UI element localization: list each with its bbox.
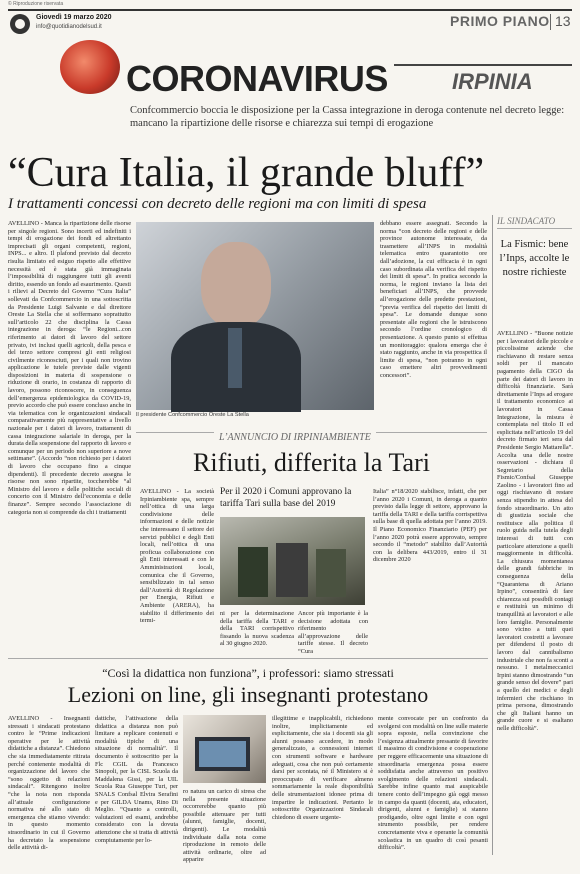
sidebar-headline: La Fismic: bene l’Inps, accolte le nostre richieste <box>499 239 570 278</box>
lezioni-col2: dattiche, l’attivazione della didattica a distanza non può limitare a replicare contenuti e modalità tipiche di una situazione di normalità”. Il documento è sottoscritto per la Flc CGIL da Francesco Sinopoli, per la CISL Scuola da Maddalena Gissi, per la UIL Scuola Rua Giuseppe Turi, per SNALS Confsal Elvira Serafini e per GILDA Unams, Rino Di Meglio. “Quanto a controlli, valutazioni ed esami, andrebbe considerato con la dovuta attenzione che si tratta di attività compiutamente per lo- <box>95 715 178 844</box>
lezioni-headline: Lezioni on line, gli insegnanti protestano <box>67 682 429 707</box>
lezioni-col5: mente convocate per un confronto da svolgersi con modalità on line sulle materie sopra esposte, nella convinzione che l’esigenza attualmente pressante di favorire il massimo di condivisione e cooperazione per reggere efficacemente una situazione di straordinaria emergenza possa essere soddisfatta anche attraverso un positivo svolgimento delle relazioni sindacali. Sarebbe infine quanto mai auspicabile tenere conto dell’impegno già oggi messo in campo da quanti (docenti, ata, educatori, dirigenti, alunni e famiglie) si stanno prodigando, oltre ogni limite e con ogni strumento possibile, per rendere concretamente viva e operante la comunità scolastica in un quadro di così pesanti difficoltà”. <box>378 715 488 852</box>
logo-q-icon <box>10 14 30 34</box>
virus-image <box>60 40 120 94</box>
rifiuti-bins-photo <box>220 517 365 605</box>
rifiuti-tag: L’ANNUNCIO DI IRPINIAMBIENTE <box>214 432 376 443</box>
region-label: IRPINIA <box>448 69 533 95</box>
copyright-note: © Riproduzione riservata <box>8 1 64 7</box>
main-subhead: I trattamenti concessi con decreto delle regioni ma con limiti di spesa <box>8 196 427 212</box>
masthead-rule <box>8 9 572 11</box>
main-article-col1: AVELLINO - Manca la ripartizione delle risorse per singole regioni. Sono incerti ed indefiniti i tempi di erogazione dei fondi ed altrettanto imprecisati gli organi competenti, regioni, INPS... e altro. Il plafond previsto dal decreto risulta limitato ed esiguo rispetto alle effettive necessità ed è stata già immaginata l’impossibilità di raggiungere tutti gli aventi diritto, essendo un fondo ad esaurimento. Questi i rilievi al Decreto del Governo “Cura Italia” sollevati da Confcommercio in una sottoscritta da Presidente Luigi Salvante e dal direttore Oreste La Stella che si soffermano soprattutto sull’articolo 22 che disciplina la Cassa integrazione in deroga: “le Regioni...con riferimento ai datori di lavoro del settore privato, ivi inclusi quelli agricoli, della pesca e del terzo settore compresi gli enti religiosi civilmente riconosciuti, per i quali non trovino applicazione le tutele previste dalle vigenti disposizioni in materia di sospensione o riduzione di orario, in costanza di rapporto di lavoro, possono riconoscere, in conseguenza dell’emergenza epidemiologica da COVID-19, previo accordo che può essere concluso anche in via telematica con le organizzazioni sindacali comparativamente più rappresentative a livello nazionale per i datori di lavoro, trattamenti di cassa integrazione salariale in deroga, per la durata della sospensione del rapporto di lavoro e comunque per un periodo non superiore a nove settimane”. (Accordo “non richiesto per i datori di lavoro che occupano fino a cinque dipendenti). Il precedente decreto assegna le risorse non sono ripartite, toccherebbe “al Ministro del lavoro e delle politiche sociali di concerto con il Ministro dell’economia e delle finanze”. Sempre secondo l’associazione di categoria non si comprende da chi i trattamenti <box>8 220 131 516</box>
lezioni-col4: illegittime e inapplicabili, richiedono inoltre, implicitamente ed esplicitamente, che sia i docenti sia gli alunni possano accedere, in modo generalizzato, a connessioni internet con strumenti software e hardware adeguati, cosa che non può certamente darsi per scontata, né il Ministero si è preoccupato di verificare almeno sommariamente la reale disponibilità delle strumentazioni idonee prima di impartire le indicazioni. Pertanto le sottoscritte Organizzazioni Sindacali chiedono di essere urgente- <box>272 715 373 821</box>
rifiuti-deck: Per il 2020 i Comuni approvano la tariffa Tari sulla base del 2019 <box>220 487 352 509</box>
portrait-photo <box>136 222 374 410</box>
sidebar-tag-rule <box>497 228 572 229</box>
rifiuti-col3: Ancor più importante è la decisione adottata con riferimento all’approvazione delle tariffe stesse. Il decreto “Cura <box>298 610 368 655</box>
teacher-laptop-photo <box>183 715 266 783</box>
main-article-col3: debbano essere assegnati. Secondo la norma “con decreto delle regioni e delle province autonome interessate, da trasmettere all’INPS in modalità telematica entro quarantotto ore dall’adozione, la cui efficacia è in ogni caso subordinata alla verifica del rispetto dei limiti di spesa”. In pratica secondo la norma, le regioni inviano la lista dei beneficiari all’INPS, che provvede all’erogazione delle predette prestazioni, “previa verifica del rispetto dei limiti di spesa”. Le domande dunque sono presentate alle regioni che le istruiscono secondo l’ordine cronologico di presentazione. A questo punto si effettua un monitoraggio: qualora emerga che è stato raggiunto, anche in via prospettica il limite di spesa, “non potranno in ogni caso emettere altri provvedimenti concessori”. <box>380 220 487 379</box>
lezioni-col3: ro natura un carico di stress che nella presente situazione occorrerebbe quanto più possibile attenuare per tutti (alunni, famiglie, docenti, dirigenti). Le modalità individuate dalla nota come riproduzione in remoto delle attività ordinarie, oltre ad apparire <box>183 788 266 864</box>
sidebar-body: AVELLINO - “Buone notizie per i lavoratori delle piccole e piccolissime aziende che rischiavano di restare senza soldi per il mancato pagamento della CIGO da parte dei datori di lavoro in difficoltà finanziarie. Sarà direttamente l’Inps ad erogare il trattamento economico ai lavoratori in Cassa Integrazione, la misura è contemplata nel titolo II ed esplicitata nell’articolo 19 del decreto firmato ieri sera dal Presidente Sergio Mattarella”. Accolta una delle nostre osservazioni - dichiara il Segretario della Fismic/Confsal Giuseppe Zaolino - i lavoratori fino ad oggi rischiavano di restare senza stipendio in attesa del fondo straordinario. Un atto di giustizia sociale che restituisce alla politica il ruolo guida nella tutela degli interessi di tutti con particolare attenzione a quelli maggiormente in difficoltà. La chiusura momentanea delle grandi fabbriche in conseguenza della “Quarantena di Ariano Irpino”, consentirà di fare chiarezza sui possibili contagi e restituirà un minimo di tranquillità ai lavoratori e alle loro famiglie. Personalmente sono vicino a tutti quei lavoratori costretti a lavorare per difendersi il posto di lavoro dal cannibalismo industriale che non fa sconti a nessuno. I metalmeccanici Irpini stanno dimostrando “un grande senso del dovere” pari a quello dei medici e degli infermieri che rischiano in prima persona, dimostrando che gli Italiani hanno un grande cuore e si esaltano nelle difficoltà”. <box>497 330 573 732</box>
lezioni-col1: AVELLINO - Insegnanti stressati i sindacati protestano contro le “Prime indicazioni operative per le attività didattiche a distanza”. Chiedono che sia immediatamente ritirata perché contenente modalità di organizzazione del lavoro che “sono oggetto di relazioni sindacali”. Ritengono inoltre “che la nota non risponda all’attuale configurazione normativa né allo stato di emergenza che stiamo vivendo: in questo momento straordinario in cui il Governo ha decretato la sospensione delle attività di- <box>8 715 90 852</box>
contact-email: info@quotidianodelsud.it <box>36 24 102 30</box>
lezioni-kicker: “Così la didattica non funziona”, i professori: siamo stressati <box>102 666 394 680</box>
sidebar-divider <box>492 215 493 855</box>
lezioni-top-rule <box>8 658 488 659</box>
rifiuti-headline: Rifiuti, differita la Tari <box>193 448 430 477</box>
rifiuti-col2: ni per la determinazione della tariffa della TARI e della TARI corrispettivo fissando la nuova scadenza al 30 giugno 2020. <box>220 610 294 648</box>
section-divider <box>550 14 551 30</box>
section-label: PRIMO PIANO <box>450 13 550 29</box>
section-kicker: CORONAVIRUS <box>126 60 394 98</box>
rifiuti-col1: AVELLINO - La società Irpiniambiente spa, sempre nell’ottica di una larga condivisione delle informazioni e delle notizie che interessano il settore dei servizi pubblici e degli Enti locali, nell’ottica di una proficua collaborazione con gli Enti interessati e con le Amministrazioni locali, comunica che il Governo, sensibilizzato in tal senso dall’Autorità di Regolazione per Energia, Rifiuti e Ambiente (ARERA), ha stabilito il differimento dei termi- <box>140 488 214 625</box>
sidebar-tag: IL SINDACATO <box>497 216 556 226</box>
main-headline: “Cura Italia, il grande bluff” <box>8 150 485 196</box>
issue-date: Giovedì 19 marzo 2020 <box>36 14 112 21</box>
page-number: 13 <box>555 13 571 29</box>
rifiuti-col4: Italia” n°18/2020 stabilisce, infatti, che per l’anno 2020 i Comuni, in deroga a quanto previsto dalla legge di settore, approvano la tariffa della TARI e della tariffa corrispettiva sulla base di quella adottata per l’anno 2019. Il Piano Economico Finanziario (PEF) per l’anno 2020 potrà essere approvato, sempre secondo il “metodo” stabilito dall’Autorità con la delibera 443/2019, entro il 31 dicembre 2020 <box>373 488 487 564</box>
photo-caption: Il presidente Confcommercio Oreste La Stella <box>136 412 249 418</box>
banner-subline: Confcommercio boccia le disposizione per la Cassa integrazione in deroga contenute nel decreto legge: mancano la ripartizione delle risorse e chiarezza sui tempi di erogazione <box>130 105 565 129</box>
